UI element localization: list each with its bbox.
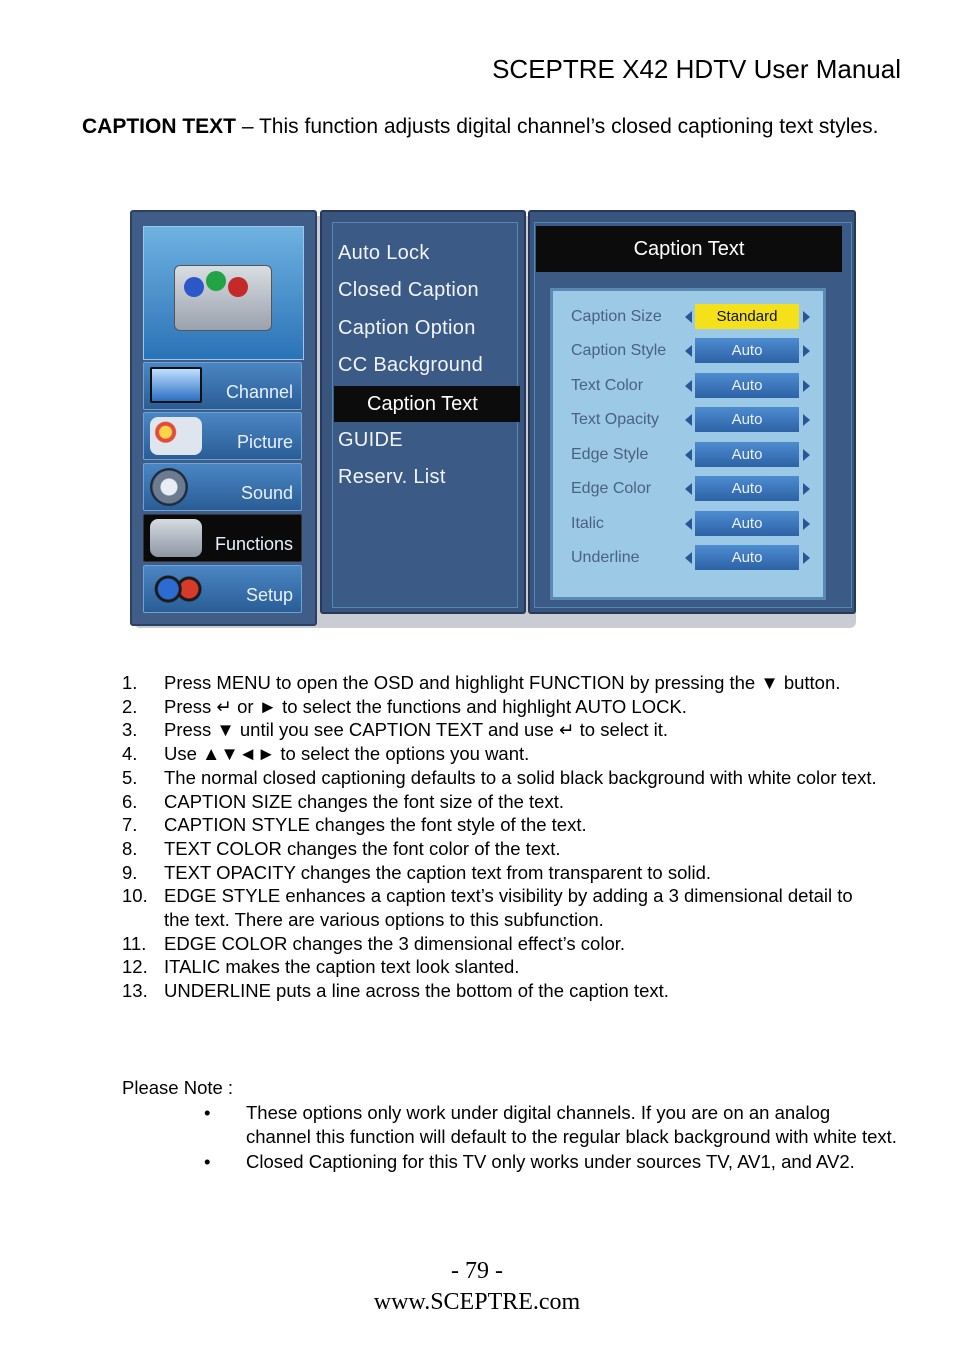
option-edge-style[interactable] — [553, 440, 823, 470]
option-label: Caption Style — [571, 342, 667, 359]
option-label: Edge Style — [571, 446, 649, 463]
panel-title: Caption Text — [536, 226, 842, 272]
list-item: 4. Use ▲▼◄► to select the options you want. — [122, 743, 530, 765]
option-value[interactable]: Auto — [695, 338, 799, 363]
list-item: 13. UNDERLINE puts a line across the bottom of the caption text. — [122, 980, 669, 1002]
intro-term: CAPTION TEXT — [82, 115, 237, 138]
nav-item-label: Functions — [214, 534, 293, 554]
arrow-right-icon[interactable] — [803, 414, 810, 426]
osd-category-column — [130, 210, 317, 626]
intro-text: – This function adjusts digital channel’s closed captioning text styles. — [236, 115, 879, 138]
arrow-right-icon[interactable] — [803, 483, 810, 495]
arrow-left-icon[interactable] — [685, 414, 692, 426]
menu-item-guide[interactable]: GUIDE — [338, 429, 403, 451]
menu-item-reserv-list[interactable]: Reserv. List — [338, 466, 446, 488]
option-edge-color[interactable] — [553, 474, 823, 504]
arrow-left-icon[interactable] — [685, 518, 692, 530]
intro-paragraph — [82, 113, 902, 140]
nav-item-picture[interactable] — [143, 412, 302, 460]
arrow-right-icon[interactable] — [803, 449, 810, 461]
bullet-icon: • — [204, 1102, 211, 1123]
option-value[interactable]: Standard — [695, 304, 799, 329]
arrow-left-icon[interactable] — [685, 380, 692, 392]
option-label: Italic — [571, 515, 604, 532]
chest-icon — [150, 519, 202, 557]
list-item: 1. Press MENU to open the OSD and highlight FUNCTION by pressing the ▼ button. — [122, 672, 841, 693]
osd-function-menu — [320, 210, 526, 614]
arrow-right-icon[interactable] — [803, 380, 810, 392]
functions-chest-icon — [143, 226, 304, 360]
tv-icon — [150, 367, 202, 403]
steps-list — [122, 671, 882, 1003]
option-label: Text Opacity — [571, 411, 660, 428]
caption-text-panel — [528, 210, 856, 614]
list-item: 12. ITALIC makes the caption text look slanted. — [122, 956, 520, 978]
arrow-left-icon[interactable] — [685, 345, 692, 357]
arrow-left-icon[interactable] — [685, 311, 692, 323]
option-label: Text Color — [571, 377, 644, 394]
manual-title: SCEPTRE X42 HDTV User Manual — [492, 54, 901, 84]
nav-item-label: Channel — [225, 382, 293, 402]
list-item: 8. TEXT COLOR changes the font color of the text. — [122, 837, 561, 859]
nav-item-channel[interactable] — [143, 362, 302, 410]
arrow-left-icon[interactable] — [685, 483, 692, 495]
option-value[interactable]: Auto — [695, 545, 799, 570]
list-item: 6. CAPTION SIZE changes the font size of the text. — [122, 790, 564, 812]
nav-item-functions[interactable] — [143, 514, 302, 562]
option-text-color[interactable] — [553, 371, 823, 401]
option-value[interactable]: Auto — [695, 476, 799, 501]
option-label: Edge Color — [571, 480, 652, 497]
arrow-right-icon[interactable] — [803, 311, 810, 323]
option-label: Underline — [571, 549, 640, 566]
list-item: • Closed Captioning for this TV only works under sources TV, AV1, and AV2. — [204, 1151, 855, 1173]
menu-item-caption-option[interactable]: Caption Option — [338, 317, 476, 339]
caption-options-list — [550, 288, 826, 600]
list-item: 9. TEXT OPACITY changes the caption text from transparent to solid. — [122, 861, 712, 883]
option-value[interactable]: Auto — [695, 407, 799, 432]
option-text-opacity[interactable] — [553, 405, 823, 435]
arrow-left-icon[interactable] — [685, 449, 692, 461]
menu-item-closed-caption[interactable]: Closed Caption — [338, 279, 479, 301]
list-item: 11. EDGE COLOR changes the 3 dimensional effect’s color. — [122, 932, 626, 954]
note-label: Please Note : — [122, 1077, 234, 1098]
nav-item-label: Setup — [245, 585, 293, 605]
arrow-left-icon[interactable] — [685, 552, 692, 564]
option-italic[interactable] — [553, 509, 823, 539]
arrow-right-icon[interactable] — [803, 518, 810, 530]
option-underline[interactable] — [553, 543, 823, 573]
option-label: Caption Size — [571, 308, 662, 325]
bullet-icon: • — [204, 1151, 211, 1173]
gears-icon — [150, 570, 202, 608]
option-value[interactable]: Auto — [695, 511, 799, 536]
osd-screenshot — [128, 208, 856, 626]
palette-icon — [150, 417, 202, 455]
menu-item-label: Caption Text — [367, 393, 478, 415]
option-caption-style[interactable] — [553, 336, 823, 366]
option-caption-size[interactable] — [553, 302, 823, 332]
footer-url[interactable]: www.SCEPTRE.com — [373, 1289, 581, 1315]
nav-item-sound[interactable] — [143, 463, 302, 511]
option-value[interactable]: Auto — [695, 373, 799, 398]
menu-item-auto-lock[interactable]: Auto Lock — [338, 242, 430, 264]
list-item: 3. Press ▼ until you see CAPTION TEXT and use ↵ to select it. — [122, 719, 669, 741]
nav-item-label: Picture — [236, 432, 293, 452]
note-bullets — [200, 1101, 900, 1176]
menu-item-caption-text[interactable] — [334, 386, 520, 422]
page-number: - 79 - — [451, 1258, 503, 1284]
list-item: 2. Press ↵ or ► to select the functions and highlight AUTO LOCK. — [122, 695, 687, 717]
nav-item-setup[interactable] — [143, 565, 302, 613]
arrow-right-icon[interactable] — [803, 345, 810, 357]
option-value[interactable]: Auto — [695, 442, 799, 467]
list-item: 5. The normal closed captioning defaults to a solid black background with white color text. — [122, 766, 877, 788]
list-item: • These options only work under digital channels. If you are on an analog channel this function will default to the regular black background with white text. — [204, 1102, 897, 1147]
arrow-right-icon[interactable] — [803, 552, 810, 564]
menu-item-cc-background[interactable]: CC Background — [338, 354, 484, 376]
list-item: 7. CAPTION STYLE changes the font style of the text. — [122, 814, 587, 836]
nav-item-label: Sound — [240, 483, 293, 503]
speaker-icon — [150, 468, 188, 506]
list-item: 10. EDGE STYLE enhances a caption text’s visibility by adding a 3 dimensional detail to the text. There are various options to this subfunction. — [122, 885, 853, 931]
